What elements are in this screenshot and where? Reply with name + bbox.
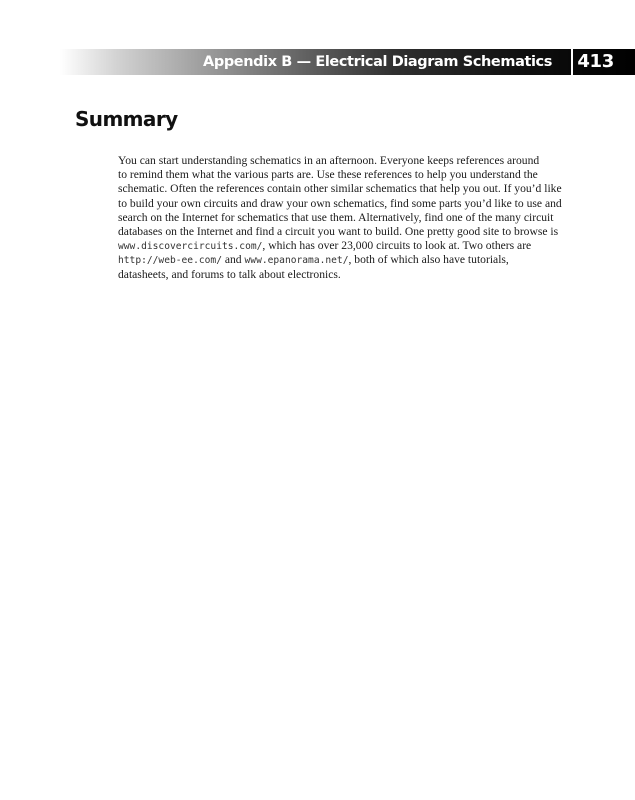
paragraph-text: , both of which also have tutorials, bbox=[348, 253, 509, 267]
paragraph-line: You can start understanding schematics in an afternoon. Everyone keeps references around bbox=[118, 154, 540, 167]
page-number: 413 bbox=[577, 51, 614, 72]
paragraph-line: datasheets, and forums to talk about electronics. bbox=[118, 267, 341, 281]
paragraph-line: search on the Internet for schematics that use them. Alternatively, find one of the many circuit bbox=[118, 210, 554, 224]
url-web-ee: http://web-ee.com/ bbox=[118, 255, 222, 267]
paragraph-line bbox=[118, 239, 556, 253]
running-header-title: Appendix B — Electrical Diagram Schematics bbox=[203, 54, 552, 70]
url-epanorama: www.epanorama.net/ bbox=[244, 255, 349, 267]
paragraph-line: databases on the Internet and find a circuit you want to build. One pretty good site to browse is bbox=[118, 224, 559, 238]
section-heading: Summary bbox=[75, 107, 178, 131]
summary-paragraph bbox=[118, 154, 562, 282]
paragraph-line: schematic. Often the references contain other similar schematics that help you out. If you’d like bbox=[118, 182, 562, 196]
url-discovercircuits: www.discovercircuits.com/ bbox=[118, 241, 263, 253]
running-header bbox=[60, 49, 635, 75]
header-divider bbox=[571, 49, 573, 75]
paragraph-text: , which has over 23,000 circuits to look at. Two others are bbox=[262, 239, 532, 253]
paragraph-line: to remind them what the various parts are. Use these references to help you understand the bbox=[118, 168, 538, 182]
paragraph-line: to build your own circuits and draw your own schematics, find some parts you’d like to use and bbox=[118, 196, 562, 210]
paragraph-line bbox=[118, 253, 556, 267]
paragraph-text: and bbox=[221, 253, 245, 267]
